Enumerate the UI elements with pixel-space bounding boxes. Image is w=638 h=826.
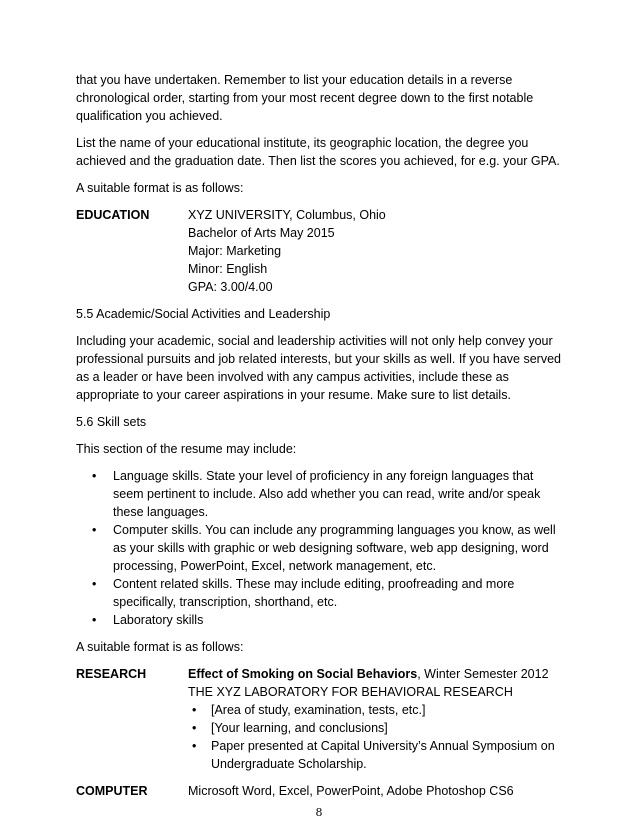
bullet-line: Laboratory skills xyxy=(113,613,204,627)
education-line: GPA: 3.00/4.00 xyxy=(188,280,273,294)
bullet-icon: • xyxy=(192,739,197,753)
research-bullet-line: Undergraduate Scholarship. xyxy=(211,757,367,771)
education-line: Major: Marketing xyxy=(188,244,282,258)
format-intro: A suitable format is as follows: xyxy=(76,181,244,195)
bullet-line: processing, PowerPoint, Excel, network management, etc. xyxy=(113,559,437,573)
intro-line: qualification you achieved. xyxy=(76,109,223,123)
bullet-line: specifically, transcription, shorthand, etc. xyxy=(113,595,338,609)
bullet-icon: • xyxy=(92,613,97,627)
research-bullet-line: [Area of study, examination, tests, etc.] xyxy=(211,703,426,717)
activities-para-line: appropriate to your career aspirations in your resume. Make sure to list details. xyxy=(76,388,511,402)
list-para-line: achieved and the graduation date. Then list the scores you achieved, for e.g. your GPA. xyxy=(76,154,560,168)
research-label: RESEARCH xyxy=(76,667,147,681)
skills-intro: This section of the resume may include: xyxy=(76,442,297,456)
bullet-icon: • xyxy=(92,577,97,591)
research-bullet-line: Paper presented at Capital University’s Annual Symposium on xyxy=(211,739,555,753)
bullet-line: Computer skills. You can include any programming languages you know, as well xyxy=(113,523,556,537)
bullet-icon: • xyxy=(92,469,97,483)
format-intro: A suitable format is as follows: xyxy=(76,640,244,654)
bullet-line: Language skills. State your level of proficiency in any foreign languages that xyxy=(113,469,534,483)
list-para-line: List the name of your educational institute, its geographic location, the degree you xyxy=(76,136,529,150)
page-number: 8 xyxy=(315,806,323,819)
research-title-line xyxy=(188,665,549,683)
education-label: EDUCATION xyxy=(76,208,150,222)
section-heading: 5.6 Skill sets xyxy=(76,415,147,429)
computer-label: COMPUTER xyxy=(76,784,148,798)
research-bullet-line: [Your learning, and conclusions] xyxy=(211,721,388,735)
bullet-icon: • xyxy=(192,703,197,717)
research-title: Effect of Smoking on Social Behaviors xyxy=(188,667,418,681)
activities-para-line: professional pursuits and job related interests, but your skills as well. If you have served xyxy=(76,352,561,366)
section-heading: 5.5 Academic/Social Activities and Leadership xyxy=(76,307,331,321)
education-line: XYZ UNIVERSITY, Columbus, Ohio xyxy=(188,208,386,222)
activities-para-line: Including your academic, social and leadership activities will not only help convey your xyxy=(76,334,553,348)
intro-line: chronological order, starting from your most recent degree down to the first notable xyxy=(76,91,534,105)
research-title-suffix: , Winter Semester 2012 xyxy=(417,667,549,681)
intro-line: that you have undertaken. Remember to list your education details in a reverse xyxy=(76,73,513,87)
computer-value: Microsoft Word, Excel, PowerPoint, Adobe Photoshop CS6 xyxy=(188,784,514,798)
bullet-icon: • xyxy=(92,523,97,537)
bullet-line: seem pertinent to include. Also add whether you can read, write and/or speak xyxy=(113,487,541,501)
bullet-line: Content related skills. These may include editing, proofreading and more xyxy=(113,577,515,591)
bullet-line: these languages. xyxy=(113,505,209,519)
activities-para-line: as a leader or have been involved with any campus activities, include these as xyxy=(76,370,509,384)
bullet-icon: • xyxy=(192,721,197,735)
education-line: Minor: English xyxy=(188,262,268,276)
research-lab: THE XYZ LABORATORY FOR BEHAVIORAL RESEARCH xyxy=(188,685,513,699)
education-line: Bachelor of Arts May 2015 xyxy=(188,226,335,240)
bullet-line: as your skills with graphic or web designing software, web app designing, word xyxy=(113,541,549,555)
